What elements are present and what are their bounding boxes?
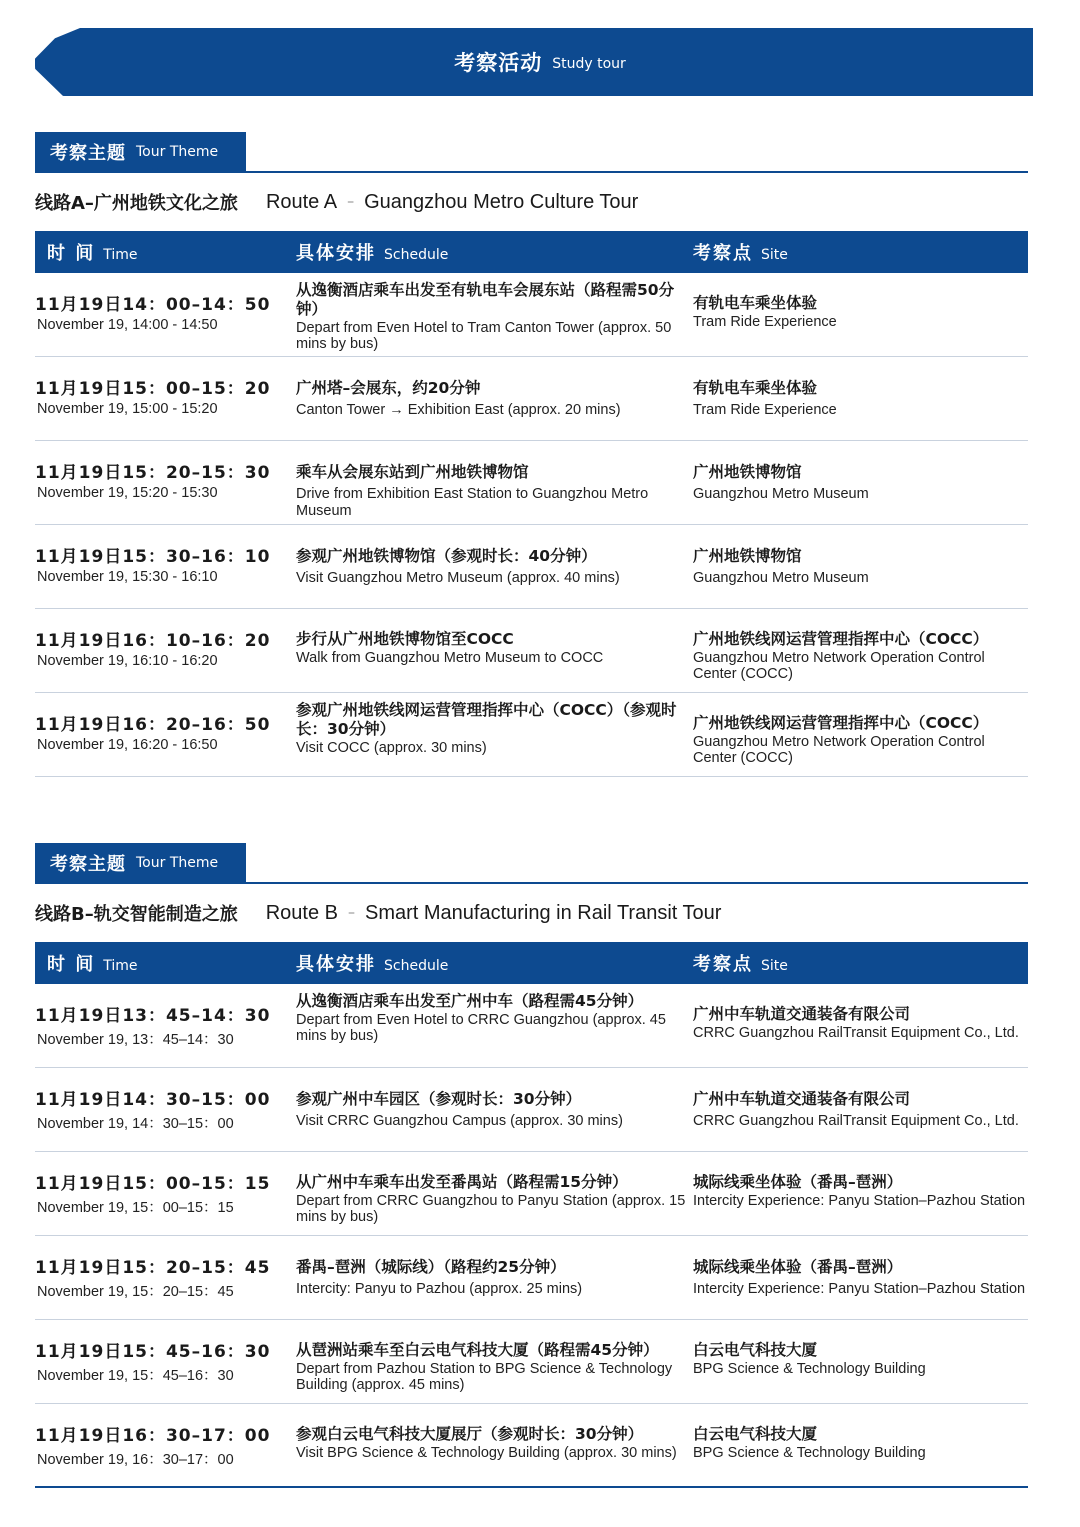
table-header (35, 942, 1028, 984)
site-en: Intercity Experience: Panyu Station–Pazhou Station (693, 1193, 1026, 1209)
header-schedule-cn: 具体安排 (296, 954, 376, 975)
header-site-en: Site (761, 247, 788, 263)
table-row (35, 1404, 1028, 1488)
cell-schedule (296, 525, 693, 608)
cell-site (693, 1404, 1028, 1486)
time-cn: 11月19日16：10–16：20 (35, 631, 271, 651)
schedule-en: Visit BPG Science & Technology Building (approx. 30 mins) (296, 1445, 677, 1461)
cell-schedule (296, 1404, 693, 1486)
theme-divider (35, 882, 1028, 884)
cell-schedule (296, 1152, 693, 1235)
cell-time (35, 525, 296, 608)
theme-tab (35, 132, 246, 172)
cell-site (693, 1236, 1028, 1319)
header-site (693, 950, 1028, 976)
site-en: Guangzhou Metro Museum (693, 570, 869, 586)
table-row (35, 1068, 1028, 1152)
header-schedule-en: Schedule (384, 247, 449, 263)
schedule-cn: 步行从广州地铁博物馆至COCC (296, 630, 514, 648)
route-label: Route A (265, 190, 338, 213)
cell-site (693, 693, 1028, 776)
header-site (693, 239, 1028, 265)
site-cn: 广州地铁博物馆 (693, 463, 802, 481)
theme-label-cn: 考察主题 (50, 854, 126, 875)
table-row (35, 273, 1028, 357)
schedule-en: Depart from CRRC Guangzhou to Panyu Station (approx. 15 mins by bus) (296, 1193, 686, 1225)
schedule-en: Depart from Pazhou Station to BPG Science & Technology Building (approx. 45 mins) (296, 1361, 673, 1393)
time-en: November 19, 16:10 - 16:20 (37, 653, 218, 669)
route-dash: – (347, 905, 355, 921)
time-cn: 11月19日16：30–17：00 (35, 1426, 271, 1446)
cell-schedule (296, 273, 693, 356)
time-cn: 11月19日16：20–16：50 (35, 715, 271, 735)
table-row (35, 1152, 1028, 1236)
route-title-cn: 线路A–广州地铁文化之旅 (35, 193, 238, 214)
header-time-cn: 时 间 (47, 954, 96, 975)
time-en: November 19, 15:30 - 16:10 (37, 569, 218, 585)
site-cn: 广州地铁线网运营管理指挥中心（COCC） (693, 714, 989, 732)
site-cn: 广州中车轨道交通装备有限公司 (693, 1090, 911, 1108)
theme-tab (35, 843, 246, 883)
table-row (35, 357, 1028, 441)
cell-schedule (296, 441, 693, 524)
header-schedule (296, 239, 693, 265)
site-en: Guangzhou Metro Museum (693, 486, 869, 502)
table-row (35, 1236, 1028, 1320)
time-en: November 19, 14：30–15：00 (37, 1116, 234, 1132)
site-en: Tram Ride Experience (693, 314, 837, 330)
cell-time (35, 1236, 296, 1319)
schedule-en: Intercity: Panyu to Pazhou (approx. 25 mins) (296, 1281, 583, 1297)
theme-header (35, 843, 1028, 884)
cell-time (35, 1320, 296, 1403)
route-dash: – (347, 194, 355, 210)
site-en: CRRC Guangzhou RailTransit Equipment Co., Ltd. (693, 1113, 1019, 1129)
site-cn: 广州中车轨道交通装备有限公司 (693, 1005, 911, 1023)
site-en: Guangzhou Metro Network Operation Control Center (COCC) (693, 650, 985, 682)
cell-site (693, 1152, 1028, 1235)
site-en: Tram Ride Experience (693, 402, 837, 418)
cell-time (35, 984, 296, 1067)
banner-title-cn: 考察活动 (454, 51, 543, 75)
schedule-cn: 参观广州地铁博物馆（参观时长：40分钟） (296, 547, 597, 565)
cell-site (693, 1320, 1028, 1403)
table-row (35, 1320, 1028, 1404)
cell-schedule (296, 609, 693, 692)
cell-schedule (296, 1320, 693, 1403)
site-en: BPG Science & Technology Building (693, 1361, 926, 1377)
site-en: Guangzhou Metro Network Operation Control Center (COCC) (693, 734, 985, 766)
site-en: CRRC Guangzhou RailTransit Equipment Co., Ltd. (693, 1025, 1019, 1041)
cell-schedule (296, 1236, 693, 1319)
site-cn: 有轨电车乘坐体验 (693, 379, 818, 397)
header-schedule (296, 950, 693, 976)
time-cn: 11月19日15：00–15：15 (35, 1174, 271, 1194)
cell-schedule (296, 693, 693, 776)
schedule-en: Visit CRRC Guangzhou Campus (approx. 30 mins) (296, 1113, 623, 1129)
route-title (35, 884, 1028, 942)
schedule-cn: 参观广州地铁线网运营管理指挥中心（COCC）（参观时长：30分钟） (296, 701, 677, 738)
header-time-en: Time (103, 958, 138, 974)
schedule-en: Visit Guangzhou Metro Museum (approx. 40 mins) (296, 570, 620, 586)
table-body (35, 273, 1028, 777)
time-cn: 11月19日15：20–15：30 (35, 463, 271, 483)
schedule-cn: 从逸衡酒店乘车出发至广州中车（路程需45分钟） (296, 992, 644, 1010)
time-cn: 11月19日13：45–14：30 (35, 1006, 271, 1026)
cell-site (693, 441, 1028, 524)
cell-time (35, 273, 296, 356)
header-site-en: Site (761, 958, 788, 974)
cell-site (693, 1068, 1028, 1151)
header-site-cn: 考察点 (693, 954, 753, 975)
cell-time (35, 609, 296, 692)
header-time-en: Time (103, 247, 138, 263)
cell-schedule (296, 984, 693, 1067)
route-title-cn: 线路B–轨交智能制造之旅 (35, 904, 238, 925)
theme-label-en: Tour Theme (136, 855, 219, 871)
table-body (35, 984, 1028, 1488)
cell-time (35, 357, 296, 440)
time-cn: 11月19日15：00–15：20 (35, 379, 271, 399)
site-cn: 白云电气科技大厦 (693, 1341, 818, 1359)
time-en: November 19, 15：00–15：15 (37, 1200, 234, 1216)
theme-divider (35, 171, 1028, 173)
site-cn: 城际线乘坐体验（番禺–琶洲） (693, 1173, 903, 1191)
header-time-cn: 时 间 (47, 243, 96, 264)
cell-site (693, 984, 1028, 1067)
schedule-en: Canton Tower → Exhibition East (approx. 20 mins) (296, 402, 621, 418)
cell-time (35, 1404, 296, 1486)
schedule-cn: 从逸衡酒店乘车出发至有轨电车会展东站（路程需50分钟） (296, 281, 675, 318)
route-a-section (35, 132, 1028, 777)
cell-schedule (296, 1068, 693, 1151)
header-schedule-en: Schedule (384, 958, 449, 974)
time-en: November 19, 16:20 - 16:50 (37, 737, 218, 753)
schedule-cn: 参观白云电气科技大厦展厅（参观时长：30分钟） (296, 1425, 644, 1443)
route-title-en: Smart Manufacturing in Rail Transit Tour (364, 901, 722, 924)
schedule-en: Depart from Even Hotel to CRRC Guangzhou (approx. 45 mins by bus) (296, 1012, 666, 1044)
cell-time (35, 693, 296, 776)
table-row (35, 984, 1028, 1068)
header-site-cn: 考察点 (693, 243, 753, 264)
route-title-en: Guangzhou Metro Culture Tour (364, 190, 639, 213)
header-time (35, 239, 296, 265)
site-cn: 广州地铁线网运营管理指挥中心（COCC） (693, 630, 989, 648)
table-row (35, 693, 1028, 777)
schedule-en: Visit COCC (approx. 30 mins) (296, 740, 487, 756)
schedule-en: Drive from Exhibition East Station to Guangzhou Metro Museum (296, 486, 649, 519)
site-cn: 城际线乘坐体验（番禺–琶洲） (693, 1258, 903, 1276)
cell-site (693, 525, 1028, 608)
cell-site (693, 357, 1028, 440)
time-cn: 11月19日15：45–16：30 (35, 1342, 271, 1362)
schedule-cn: 从琶洲站乘车至白云电气科技大厦（路程需45分钟） (296, 1341, 659, 1359)
time-en: November 19, 14:00 - 14:50 (37, 317, 218, 333)
theme-label-en: Tour Theme (136, 144, 219, 160)
cell-time (35, 1068, 296, 1151)
route-b-section (35, 843, 1028, 1488)
site-en: BPG Science & Technology Building (693, 1445, 926, 1461)
cell-time (35, 441, 296, 524)
time-en: November 19, 16：30–17：00 (37, 1452, 234, 1468)
route-label: Route B (265, 901, 338, 924)
cell-schedule (296, 357, 693, 440)
banner-title (0, 28, 1080, 96)
schedule-cn: 从广州中车乘车出发至番禺站（路程需15分钟） (296, 1173, 628, 1191)
schedule-en: Depart from Even Hotel to Tram Canton Tower (approx. 50 mins by bus) (296, 320, 672, 352)
header-schedule-cn: 具体安排 (296, 243, 376, 264)
schedule-cn: 参观广州中车园区（参观时长：30分钟） (296, 1090, 582, 1108)
cell-site (693, 273, 1028, 356)
time-en: November 19, 13：45–14：30 (37, 1032, 234, 1048)
header-time (35, 950, 296, 976)
schedule-cn: 乘车从会展东站到广州地铁博物馆 (296, 463, 529, 481)
site-cn: 有轨电车乘坐体验 (693, 294, 818, 312)
site-en: Intercity Experience: Panyu Station–Pazhou Station (693, 1281, 1026, 1297)
time-en: November 19, 15:20 - 15:30 (37, 485, 218, 501)
table-row (35, 441, 1028, 525)
time-en: November 19, 15：20–15：45 (37, 1284, 234, 1300)
schedule-cn: 番禺–琶洲（城际线）（路程约25分钟） (296, 1258, 566, 1276)
table-row (35, 525, 1028, 609)
table-row (35, 609, 1028, 693)
time-cn: 11月19日15：20–15：45 (35, 1258, 271, 1278)
theme-header (35, 132, 1028, 173)
schedule-en: Walk from Guangzhou Metro Museum to COCC (296, 650, 604, 666)
time-en: November 19, 15:00 - 15:20 (37, 401, 218, 417)
time-cn: 11月19日15：30–16：10 (35, 547, 271, 567)
theme-label-cn: 考察主题 (50, 143, 126, 164)
site-cn: 广州地铁博物馆 (693, 547, 802, 565)
table-header (35, 231, 1028, 273)
time-cn: 11月19日14：30–15：00 (35, 1090, 271, 1110)
cell-time (35, 1152, 296, 1235)
time-cn: 11月19日14：00–14：50 (35, 295, 271, 315)
time-en: November 19, 15：45–16：30 (37, 1368, 234, 1384)
route-title (35, 173, 1028, 231)
cell-site (693, 609, 1028, 692)
banner-title-en: Study tour (552, 56, 626, 72)
schedule-cn: 广州塔–会展东，约20分钟 (296, 379, 481, 397)
site-cn: 白云电气科技大厦 (693, 1425, 818, 1443)
